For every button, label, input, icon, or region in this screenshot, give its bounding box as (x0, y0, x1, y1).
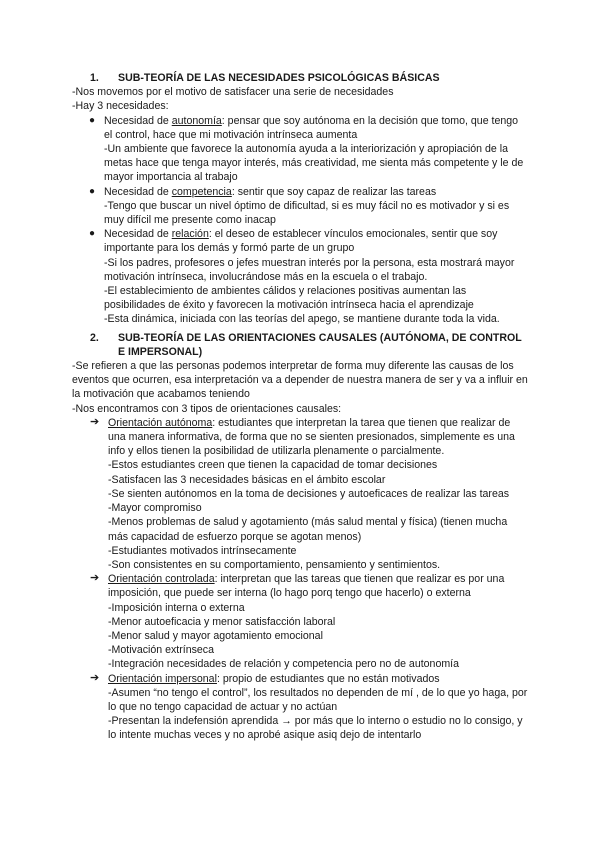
need-term: relación (171, 228, 209, 241)
section-2-intro-line: -Nos encontramos con 3 tipos de orientaciones causales: (72, 402, 342, 415)
orientation-detail: -Imposición interna o externa (108, 601, 245, 614)
need-item-autonomy (72, 114, 528, 185)
need-prefix: Necesidad de (104, 185, 172, 198)
need-rest: : sentir que soy capaz de realizar las tareas (231, 185, 437, 198)
orientation-item-autonomous (72, 416, 528, 572)
need-detail: -Si los padres, profesores o jefes muestran interés por la persona, esta mostrará mayor motivación intrínseca, involucrándose más en la escuela o el trabajo. (104, 256, 515, 283)
orientation-detail: -Motivación extrínseca (108, 644, 214, 657)
document-content (72, 71, 528, 743)
need-prefix: Necesidad de (104, 228, 172, 241)
orientation-detail: -Menor autoeficacia y menor satisfacción laboral (108, 615, 336, 628)
orientation-rest: : propio de estudiantes que no están motivados (216, 672, 440, 685)
section-1-intro-line: -Hay 3 necesidades: (72, 100, 169, 113)
orientations-list (72, 416, 528, 743)
section-1-intro-line: -Nos movemos por el motivo de satisfacer una serie de necesidades (72, 86, 394, 99)
need-term: autonomía (171, 114, 222, 127)
bullet-icon: ● (89, 185, 96, 197)
orientation-definition (108, 416, 528, 459)
section-1-title: SUB-TEORÍA DE LAS NECESIDADES PSICOLÓGICAS BÁSICAS (118, 72, 440, 84)
bullet-icon: ● (89, 228, 96, 240)
orientation-detail: -Asumen “no tengo el control”, los resultados no dependen de mí , de lo que yo haga, por lo que no tengo capacidad de actuar y no actúan (108, 686, 528, 713)
orientation-item-controlled (72, 572, 528, 671)
orientation-detail: -Presentan la indefensión aprendida → por más que lo interno o estudio no lo consigo, y lo intente muchas veces y no aprobé asique asiq dejo de intentarlo (108, 715, 523, 742)
arrow-icon: ➔ (90, 415, 100, 428)
orientation-rest: : interpretan que las tareas que tienen que realizar es por una imposición, que puede ser interna (lo hago porq tengo que hacerlo) o externa (108, 573, 505, 600)
orientation-detail: -Estos estudiantes creen que tienen la capacidad de tomar decisiones (108, 459, 438, 472)
need-definition (104, 114, 528, 142)
orientation-definition (108, 572, 528, 600)
orientation-term: Orientación autónoma (108, 416, 213, 429)
orientation-detail: -Se sienten autónomos en la toma de decisiones y autoeficaces de realizar las tareas (108, 487, 510, 500)
section-2-heading (72, 331, 528, 359)
need-item-competence (72, 185, 528, 228)
bullet-icon: ● (89, 114, 96, 126)
orientation-detail: -Son consistentes en su comportamiento, pensamiento y sentimientos. (108, 558, 441, 571)
section-2-title: SUB-TEORÍA DE LAS ORIENTACIONES CAUSALES (AUTÓNOMA, DE CONTROL E IMPERSONAL) (118, 331, 522, 358)
needs-list (72, 114, 528, 327)
orientation-detail: -Menor salud y mayor agotamiento emocional (108, 629, 323, 642)
need-detail: -El establecimiento de ambientes cálidos y relaciones positivas aumentan las posibilidades de éxito y favorecen la motivación intrínseca hacia el aprendizaje (104, 285, 474, 312)
need-definition (104, 185, 528, 199)
need-detail: -Esta dinámica, iniciada con las teorías del apego, se mantiene durante toda la vida. (104, 313, 500, 326)
orientation-detail: -Integración necesidades de relación y competencia pero no de autonomía (108, 658, 459, 671)
need-detail: -Tengo que buscar un nivel óptimo de dificultad, si es muy fácil no es motivador y si es muy difícil me presente como inacap (104, 199, 510, 227)
need-rest: : el deseo de establecer vínculos emocionales, sentir que soy importante para los demás y formó parte de un grupo (104, 228, 498, 255)
need-detail: -Un ambiente que favorece la autonomía ayuda a la interiorización y apropiación de la metas hace que tenga mayor interés, más creatividad, me sienta más competente y le de mayor importancia al trabajo (104, 143, 524, 184)
orientation-detail: -Mayor compromiso (108, 502, 202, 515)
need-prefix: Necesidad de (104, 114, 172, 127)
orientation-term: Orientación impersonal (108, 672, 217, 685)
need-item-relation (72, 227, 528, 326)
need-term: competencia (171, 185, 232, 198)
arrow-icon: ➔ (90, 671, 100, 684)
arrow-icon: ➔ (90, 572, 100, 585)
orientation-detail: -Menos problemas de salud y agotamiento (más salud mental y física) (tienen mucha más capacidad de esfuerzo porque se agotan menos) (108, 516, 508, 543)
orientation-detail: -Satisfacen las 3 necesidades básicas en el ámbito escolar (108, 473, 386, 486)
section-2-intro-line: -Se refieren a que las personas podemos interpretar de forma muy diferente las causas de los eventos que ocurren, esa interpretación va a depender de nuestra manera de ser y va a influir en la motivación que acabamos teniendo (72, 360, 528, 401)
orientation-definition (108, 672, 528, 686)
section-2-number: 2. (90, 331, 99, 344)
orientation-detail: -Estudiantes motivados intrínsecamente (108, 544, 297, 557)
orientation-term: Orientación controlada (108, 573, 215, 586)
need-rest: : pensar que soy autónoma en la decisión que tomo, que tengo el control, hace que mi motivación intrínseca aumenta (104, 114, 519, 141)
orientation-rest: : estudiantes que interpretan la tarea que tienen que realizar de una manera informativa, de forma que no se sienten presionados, simplemente es una info y ellos tienen la posibilidad de utilizarla plenamente o parcialmente. (108, 416, 515, 458)
section-1-heading (72, 71, 528, 85)
section-1-number: 1. (90, 72, 99, 84)
orientation-item-impersonal (72, 672, 528, 743)
need-definition (104, 227, 528, 255)
